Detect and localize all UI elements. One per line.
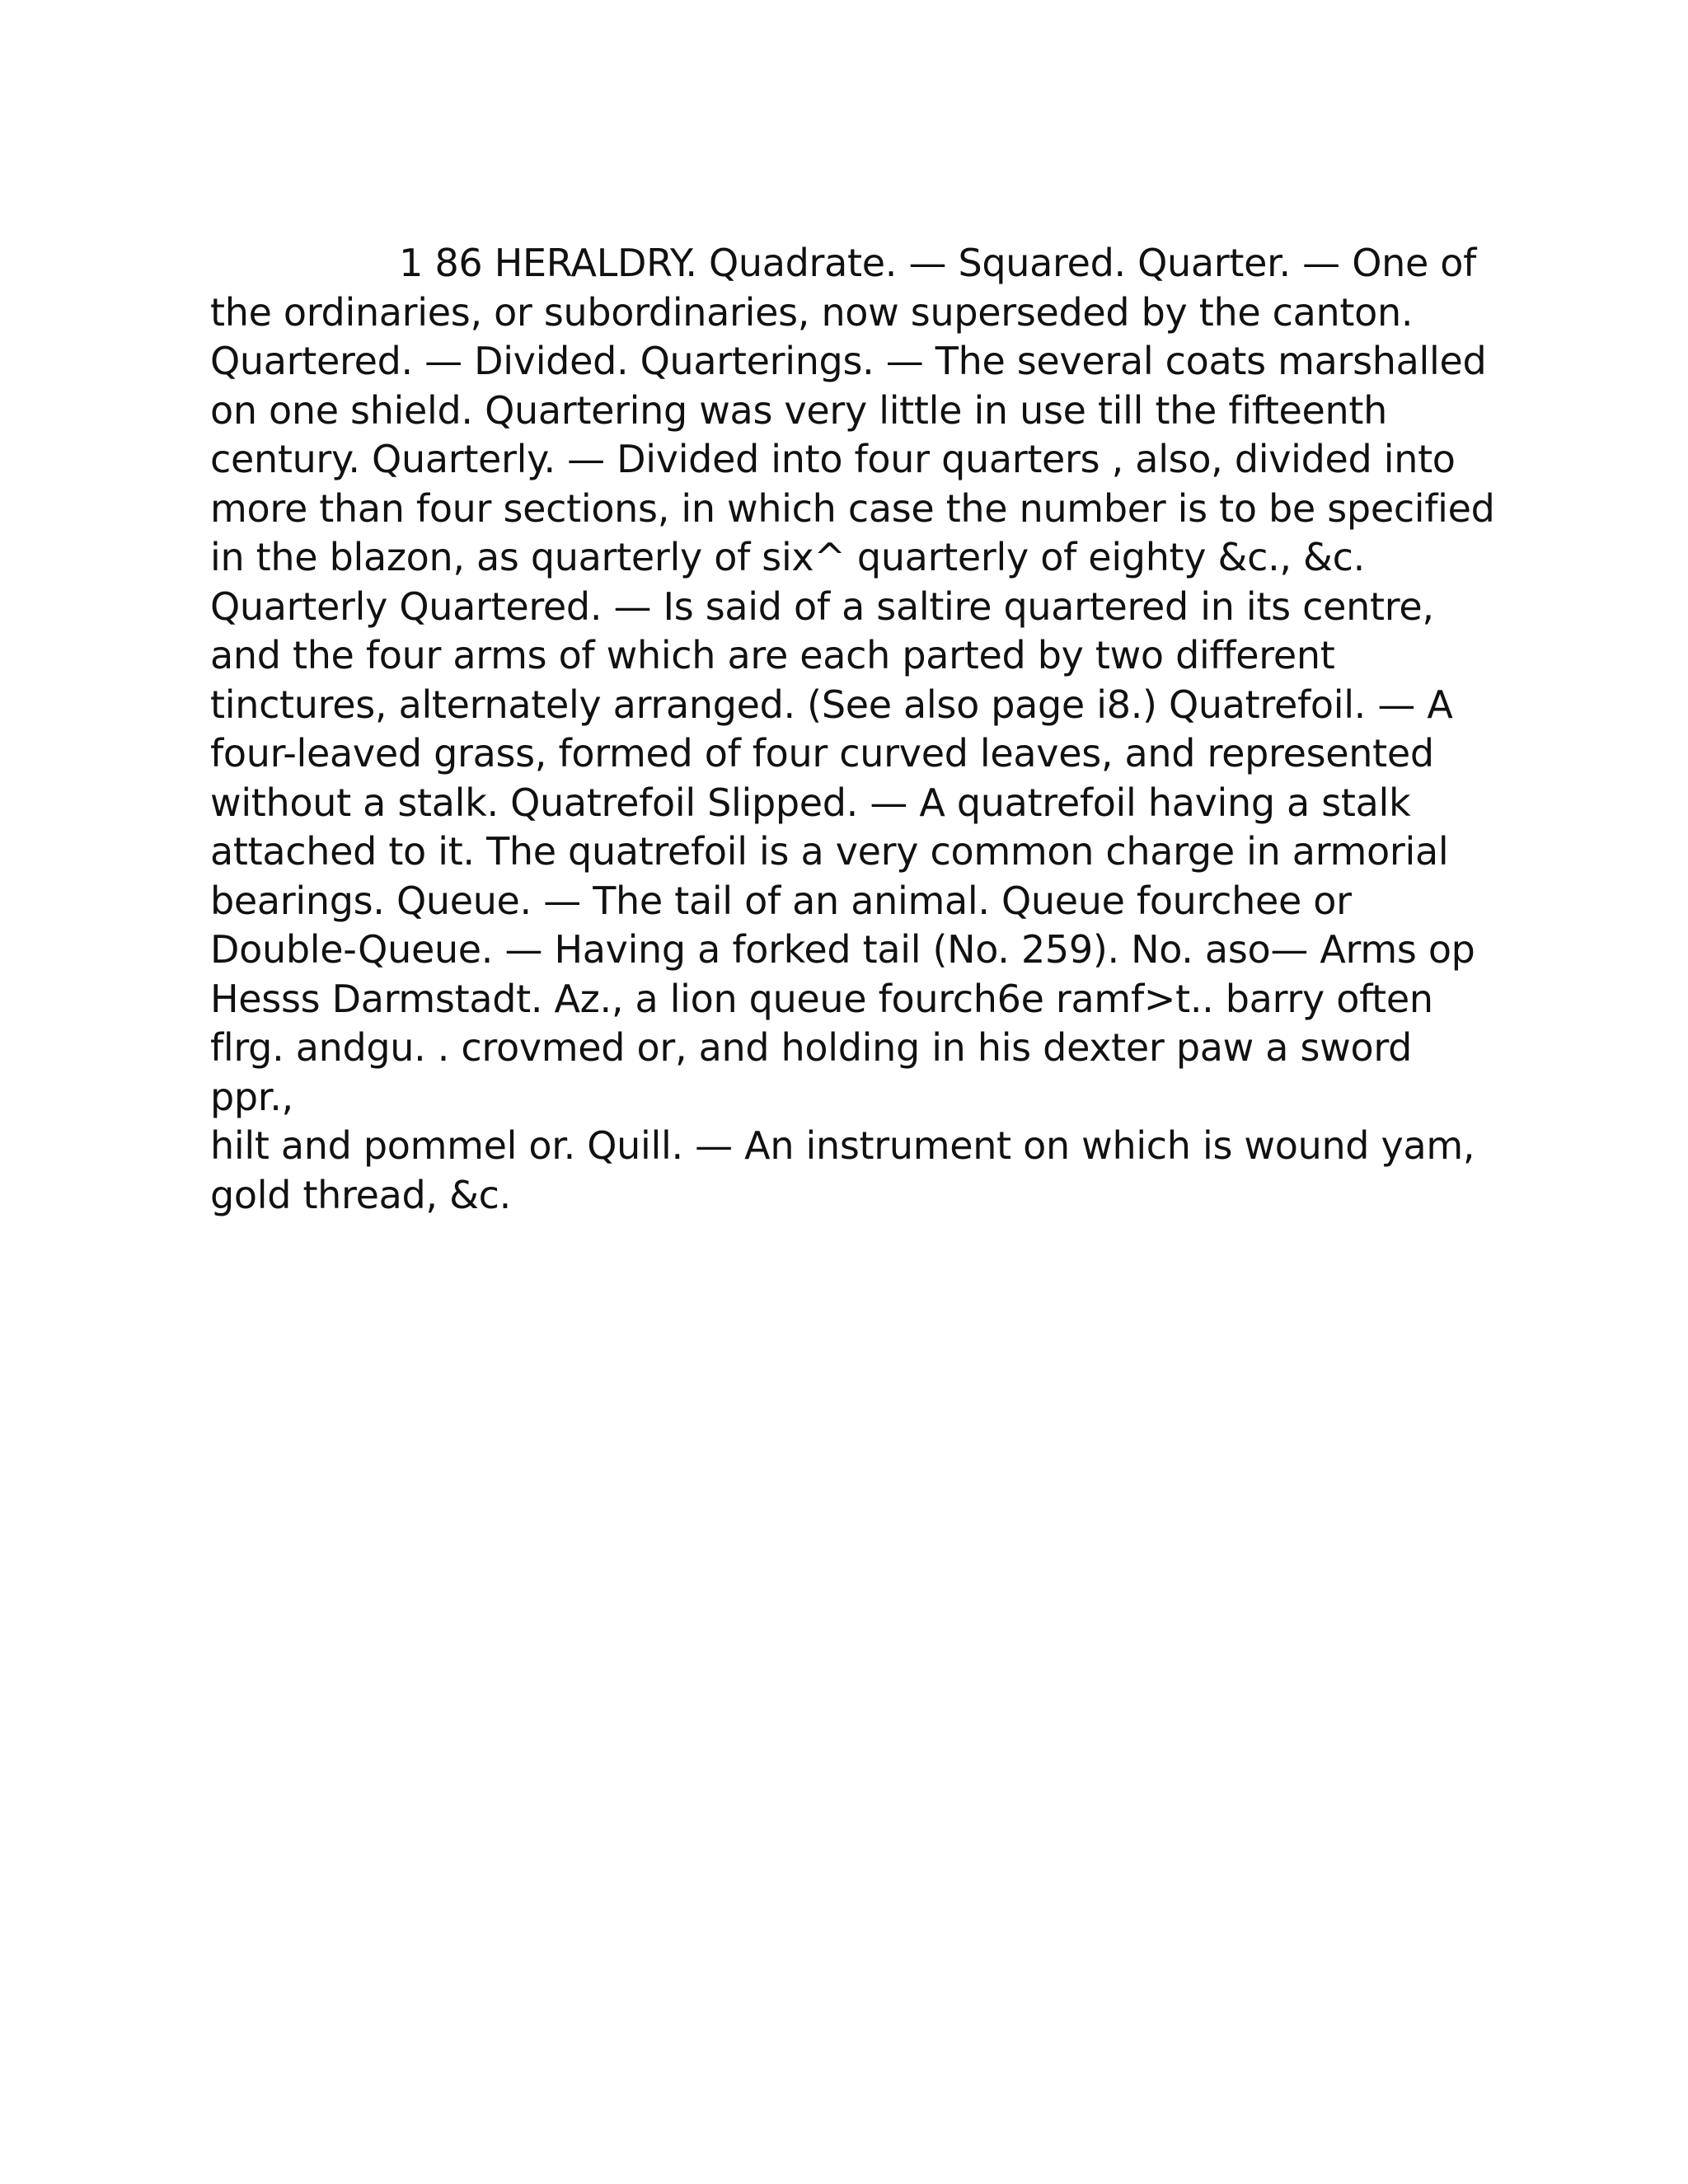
- body-text: 1 86 HERALDRY. Quadrate. — Squared. Quarter. — One of the ordinaries, or subordinaries, now superseded by the canton. Quartered. — Divided. Quarterings. — The several coats marshalled on one shield. Quartering was very little in use till the fifteenth century. Quarterly. — Divided into four quarters , also, divided into more than four sections, in which case the number is to be specified in the blazon, as quarterly of six^ quarterly of eighty &c., &c. Quarterly Quartered. — Is said of a saltire quartered in its centre, and the four arms of which are each parted by two different tinctures, alternately arranged. (See also page i8.) Quatrefoil. — A four-leaved grass, formed of four curved leaves, and represented without a stalk. Quatrefoil Slipped. — A quatrefoil having a stalk attached to it. The quatrefoil is a very common charge in armorial bearings. Queue. — The tail of an animal. Queue fourchee or Double-Queue. — Having a forked tail (No. 259). No. aso— Arms op Hesss Darmstadt. Az., a lion queue fourch6e ramf>t.. barry often flrg. andgu. . crovmed or, and holding in his dexter paw a sword ppr., hilt and pommel or. Quill. — An instrument on which is wound yam, gold thread, &c.: [210, 241, 1495, 1217]
